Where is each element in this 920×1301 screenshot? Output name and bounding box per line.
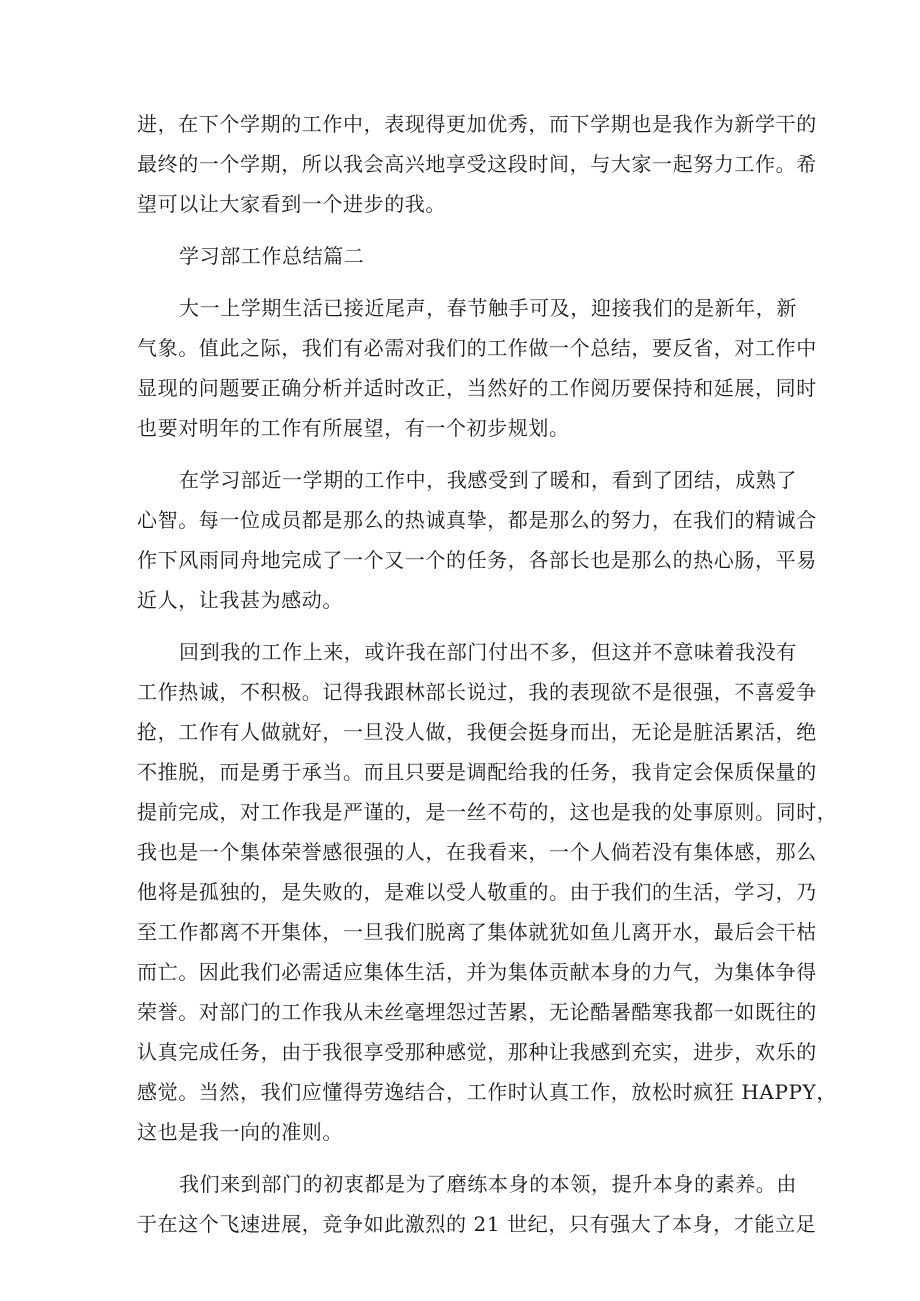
text-line: 抢，工作有人做就好，一旦没人做，我便会挺身而出，无论是脏活累活，绝 (137, 720, 817, 744)
text-line: 感觉。当然，我们应懂得劳逸结合，工作时认真工作，放松时疯狂 HAPPY， (137, 1080, 837, 1104)
text-line: 望可以让大家看到一个进步的我。 (137, 192, 446, 216)
text-line: 我们来到部门的初衷都是为了磨练本身的本领，提升本身的素养。由 (179, 1172, 797, 1196)
text-line: 提前完成，对工作我是严谨的，是一丝不苟的，这也是我的处事原则。同时， (137, 800, 838, 824)
text-line: 而亡。因此我们必需适应集体生活，并为集体贡献本身的力气，为集体争得 (137, 960, 817, 984)
text-line: 也要对明年的工作有所展望，有一个初步规划。 (137, 416, 570, 440)
text-line: 显现的问题要正确分析并适时改正，当然好的工作阅历要保持和延展，同时 (137, 376, 817, 400)
text-line: 进，在下个学期的工作中，表现得更加优秀，而下学期也是我作为新学干的 (137, 112, 817, 136)
text-line: 近人，让我甚为感动。 (137, 588, 343, 612)
text-line: 至工作都离不开集体，一旦我们脱离了集体就犹如鱼儿离开水，最后会干枯 (137, 920, 817, 944)
text-line: 最终的一个学期，所以我会高兴地享受这段时间，与大家一起努力工作。希 (137, 152, 817, 176)
text-line: 大一上学期生活已接近尾声，春节触手可及，迎接我们的是新年，新 (179, 296, 797, 320)
text-line: 这也是我一向的准则。 (137, 1120, 343, 1144)
text-line: 心智。每一位成员都是那么的热诚真挚，都是那么的努力，在我们的精诚合 (137, 508, 817, 532)
text-line: 他将是孤独的，是失败的，是难以受人敬重的。由于我们的生活，学习，乃 (137, 880, 817, 904)
text-line: 作下风雨同舟地完成了一个又一个的任务，各部长也是那么的热心肠，平易 (137, 548, 817, 572)
text-line: 认真完成任务，由于我很享受那种感觉，那种让我感到充实，进步，欢乐的 (137, 1040, 817, 1064)
text-line: 工作热诚，不积极。记得我跟林部长说过，我的表现欲不是很强，不喜爱争 (137, 680, 817, 704)
text-line: 在学习部近一学期的工作中，我感受到了暖和，看到了团结，成熟了 (179, 468, 797, 492)
text-line: 于在这个飞速进展，竞争如此激烈的 21 世纪，只有强大了本身，才能立足 (137, 1212, 817, 1236)
text-line: 荣誉。对部门的工作我从未丝毫埋怨过苦累，无论酷暑酷寒我都一如既往的 (137, 1000, 817, 1024)
text-line: 回到我的工作上来，或许我在部门付出不多，但这并不意味着我没有 (179, 640, 797, 664)
text-line: 不推脱，而是勇于承当。而且只要是调配给我的任务，我肯定会保质保量的 (137, 760, 817, 784)
heading-text: 学习部工作总结篇二 (179, 244, 365, 268)
text-line: 我也是一个集体荣誉感很强的人，在我看来，一个人倘若没有集体感，那么 (137, 840, 817, 864)
text-line: 气象。值此之际，我们有必需对我们的工作做一个总结，要反省，对工作中 (137, 336, 817, 360)
